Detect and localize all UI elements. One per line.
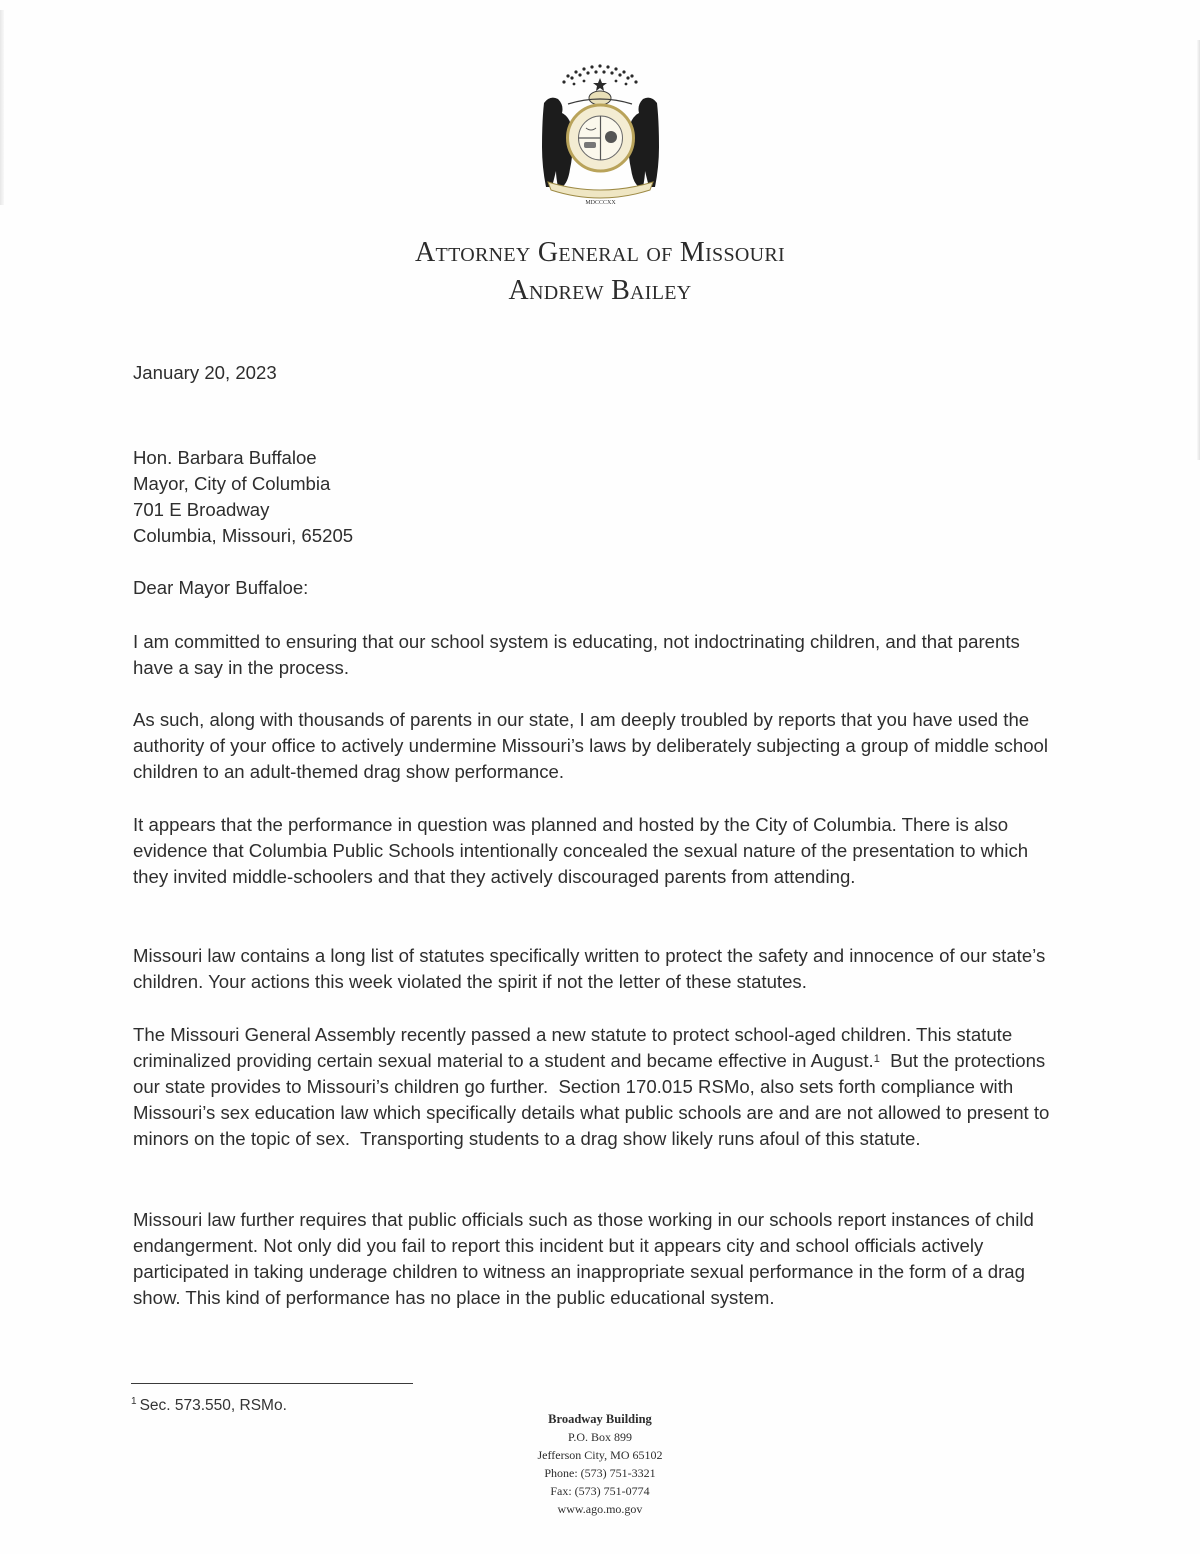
letter-date: January 20, 2023 — [133, 362, 277, 383]
recipient-street: 701 E Broadway — [133, 499, 270, 520]
recipient-address — [133, 445, 1063, 549]
office-city: Jefferson City, MO 65102 — [537, 1448, 663, 1462]
salutation: Dear Mayor Buffaloe: — [133, 577, 309, 598]
footnote-reference-link[interactable]: 1 — [873, 1053, 880, 1065]
office-fax: Fax: (573) 751-0774 — [550, 1484, 650, 1498]
office-address-block — [480, 1410, 720, 1518]
footnote-divider — [131, 1383, 413, 1384]
office-phone: Phone: (573) 751-3321 — [544, 1466, 656, 1480]
scan-edge-left — [0, 10, 4, 205]
footnote — [131, 1397, 287, 1415]
footnote-number: 1 — [131, 1396, 137, 1407]
footnote-text: Sec. 573.550, RSMo. — [139, 1397, 287, 1414]
paragraph-2: As such, along with thousands of parents in our state, I am deeply troubled by reports that you have used the authority of your office to actively undermine Missouri’s laws by deliberately subjecting a group of middle school children to an adult-themed drag show performance. — [133, 709, 1049, 782]
paragraph-3: It appears that the performance in question was planned and hosted by the City of Columbia. There is also evidence that Columbia Public Schools intentionally concealed the sexual nature of the presentation to which they invited middle-schoolers and that they actively discouraged parents from attending. — [133, 814, 1029, 887]
missouri-state-seal-icon — [528, 58, 673, 208]
paragraph-5-text-after: But the protections our state provides to Missouri’s children go further. Section 170.015 RSMo, also sets forth compliance with Missouri’s sex education law which specifically details what public schools are and are not allowed to present to minors on the topic of sex. Transporting students to a drag show likely runs afoul of this statute. — [133, 1050, 1055, 1149]
attorney-general-name: Andrew Bailey — [508, 275, 692, 306]
recipient-city: Columbia, Missouri, 65205 — [133, 525, 354, 546]
svg-text:MDCCCXX: MDCCCXX — [585, 200, 616, 206]
recipient-name: Hon. Barbara Buffaloe — [133, 447, 317, 468]
paragraph-5 — [133, 1022, 1063, 1152]
office-title: Attorney General of Missouri — [415, 237, 785, 268]
paragraph-6: Missouri law further requires that public officials such as those working in our schools report instances of child endangerment. Not only did you fail to report this incident but it appears city and school officials actively participated in taking underage children to witness an inappropriate sexual performance in the form of a drag show. This kind of performance has no place in the public educational system. — [133, 1209, 1034, 1308]
office-website-link[interactable]: www.ago.mo.gov — [557, 1502, 643, 1516]
letterhead — [0, 234, 1200, 310]
paragraph-4: Missouri law contains a long list of statutes specifically written to protect the safety and innocence of our state’s children. Your actions this week violated the spirit if not the letter of these statutes. — [133, 945, 1046, 992]
office-po-box: P.O. Box 899 — [567, 1430, 632, 1444]
recipient-title: Mayor, City of Columbia — [133, 473, 331, 494]
paragraph-5-text-before: The Missouri General Assembly recently passed a new statute to protect school-aged children. This statute criminalized providing certain sexual material to a student and became effective in August. — [133, 1024, 1013, 1071]
office-building: Broadway Building — [548, 1412, 652, 1426]
paragraph-1: I am committed to ensuring that our school system is educating, not indoctrinating children, and that parents have a say in the process. — [133, 631, 1020, 678]
